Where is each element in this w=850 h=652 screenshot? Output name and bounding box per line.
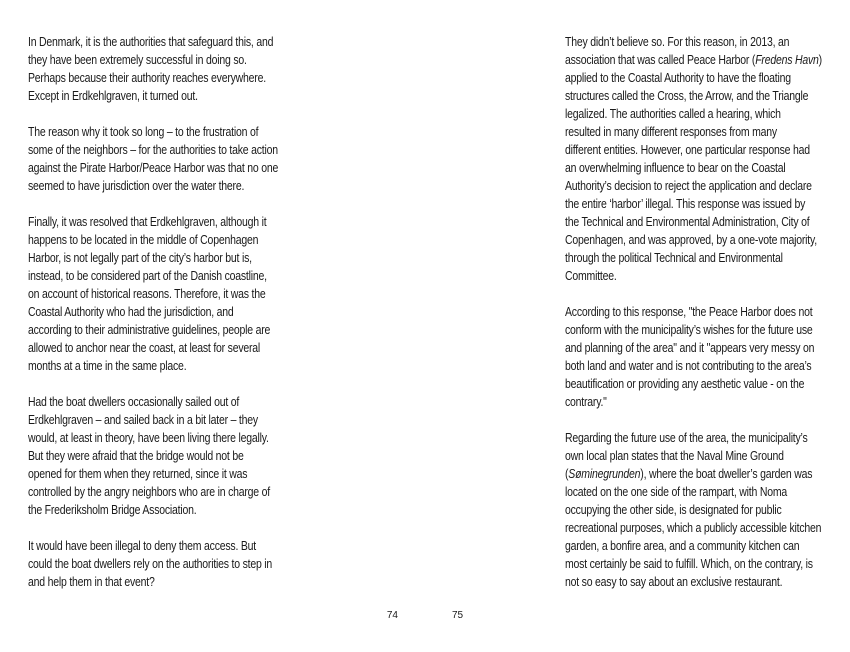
- text-run: conform with the municipality’s wishes for the future use: [565, 323, 813, 337]
- text-run: different entities. However, one particular response had: [565, 143, 810, 157]
- text-run: could the boat dwellers rely on the authorities to step in: [28, 557, 273, 571]
- paragraph: [565, 303, 850, 411]
- paragraph: [565, 33, 850, 285]
- text-run: own local plan states that the Naval Mine Ground: [565, 449, 784, 463]
- paragraph: [28, 393, 314, 519]
- text-run: association that was called Peace Harbor (: [565, 53, 756, 67]
- text-run: located on the one side of the rampart, with Noma: [565, 485, 788, 499]
- text-run: They didn’t believe so. For this reason, in 2013, an: [565, 35, 790, 49]
- text-run: (: [565, 467, 569, 481]
- text-run: Regarding the future use of the area, the municipality’s: [565, 431, 808, 445]
- page-number-left: 74: [386, 610, 398, 621]
- text-run: some of the neighbors – for the authorities to take action: [28, 143, 278, 157]
- text-run: most certainly be said to fulfill. Which, on the contrary, is: [565, 557, 813, 571]
- text-run: Fredens Havn: [755, 53, 819, 67]
- text-run: contrary.": [565, 395, 607, 409]
- text-run: the Frederiksholm Bridge Association.: [28, 503, 197, 517]
- text-run: Finally, it was resolved that Erdkehlgraven, although it: [28, 215, 267, 229]
- text-run: and planning of the area" and it "appears very messy on: [565, 341, 815, 355]
- text-run: happens to be located in the middle of Copenhagen: [28, 233, 259, 247]
- paragraph: [28, 123, 314, 195]
- paragraph: [28, 33, 314, 105]
- text-run: recreational purposes, which a publicly accessible kitchen: [565, 521, 822, 535]
- text-run: through the political Technical and Environmental: [565, 251, 783, 265]
- text-run: not so easy to say about an exclusive restaurant.: [565, 575, 783, 589]
- paragraph: [28, 537, 314, 591]
- text-run: Authority’s decision to reject the application and declare: [565, 179, 812, 193]
- text-run: would, at least in theory, have been living there legally.: [28, 431, 269, 445]
- page-number-right: 75: [452, 610, 464, 621]
- text-run: opened for them when they returned, since it was: [28, 467, 248, 481]
- text-run: against the Pirate Harbor/Peace Harbor was that no one: [28, 161, 279, 175]
- text-run: legalized. The authorities called a hearing, which: [565, 107, 781, 121]
- text-run: Copenhagen, and was approved, by a one-vote majority,: [565, 233, 817, 247]
- text-run: structures called the Cross, the Arrow, and the Triangle: [565, 89, 809, 103]
- text-run: the Technical and Environmental Administration, City of: [565, 215, 810, 229]
- text-run: instead, to be considered part of the Danish coastline,: [28, 269, 267, 283]
- text-run: on account of historical reasons. Therefore, it was the: [28, 287, 266, 301]
- text-run: applied to the Coastal Authority to have the floating: [565, 71, 791, 85]
- text-run: But they were afraid that the bridge would not be: [28, 449, 244, 463]
- text-run: Søminegrunden: [568, 467, 641, 481]
- text-run: According to this response, "the Peace Harbor does not: [565, 305, 813, 319]
- text-run: Except in Erdkehlgraven, it turned out.: [28, 89, 198, 103]
- page-right-text-block: [565, 33, 850, 591]
- text-run: controlled by the angry neighbors who are in charge of: [28, 485, 270, 499]
- text-run: according to their administrative guidelines, people are: [28, 323, 271, 337]
- text-run: beautification or providing any aesthetic value - on the: [565, 377, 805, 391]
- page-right: [425, 0, 850, 652]
- text-run: garden, a bonfire area, and a community kitchen can: [565, 539, 800, 553]
- paragraph: [565, 429, 850, 591]
- text-run: months at a time in the same place.: [28, 359, 187, 373]
- text-run: Erdkehlgraven – and sailed back in a bit later – they: [28, 413, 258, 427]
- text-run: occupying the other side, is designated for public: [565, 503, 782, 517]
- text-run: an overwhelming influence to bear on the Coastal: [565, 161, 786, 175]
- page-left-text-block: [28, 33, 314, 591]
- text-run: The reason why it took so long – to the frustration of: [28, 125, 259, 139]
- text-run: Perhaps because their authority reaches everywhere.: [28, 71, 266, 85]
- text-run: they have been extremely successful in doing so.: [28, 53, 247, 67]
- text-run: ), where the boat dweller’s garden was: [640, 467, 813, 481]
- text-run: Committee.: [565, 269, 617, 283]
- text-run: resulted in many different responses from many: [565, 125, 777, 139]
- text-run: Harbor, is not legally part of the city’s harbor but is,: [28, 251, 252, 265]
- text-run: Coastal Authority who had the jurisdiction, and: [28, 305, 234, 319]
- text-run: It would have been illegal to deny them access. But: [28, 539, 257, 553]
- text-run: both land and water and is not contributing to the area’s: [565, 359, 812, 373]
- text-run: Had the boat dwellers occasionally sailed out of: [28, 395, 240, 409]
- paragraph: [28, 213, 314, 375]
- text-run: ): [818, 53, 822, 67]
- text-run: In Denmark, it is the authorities that safeguard this, and: [28, 35, 274, 49]
- text-run: seemed to have jurisdiction over the water there.: [28, 179, 245, 193]
- text-run: the entire ‘harbor’ illegal. This response was issued by: [565, 197, 806, 211]
- text-run: allowed to anchor near the coast, at least for several: [28, 341, 261, 355]
- text-run: and help them in that event?: [28, 575, 155, 589]
